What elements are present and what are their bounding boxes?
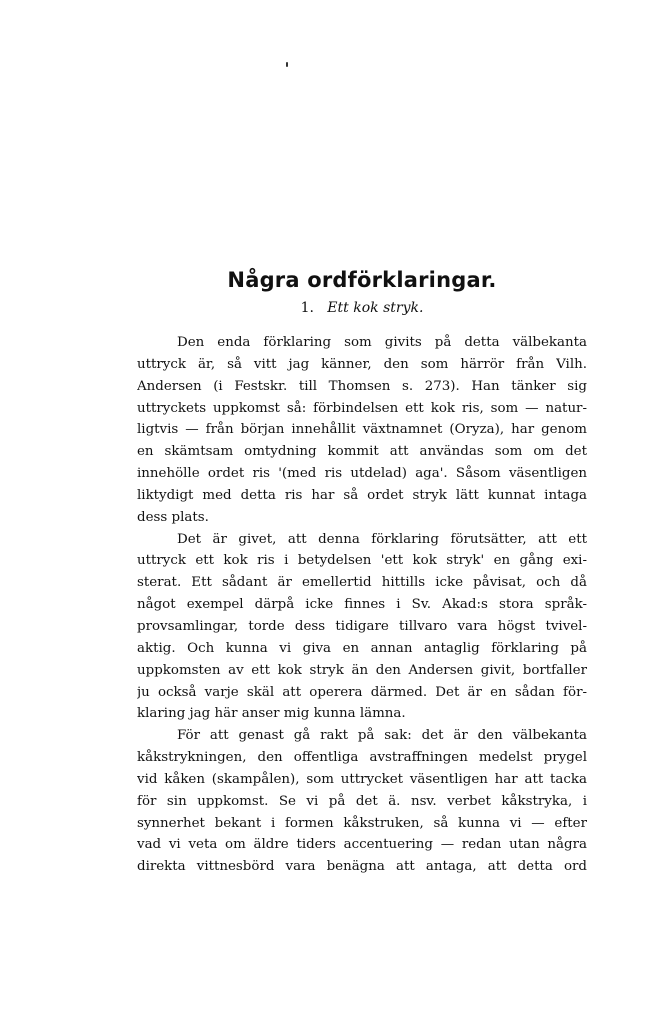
text-line: vid kåken (skampålen), som uttrycket väsentligen har att tacka — [137, 771, 587, 787]
text-line: en skämtsam omtydning kommit att användas som om det — [137, 444, 587, 460]
text-line: liktydigt med detta ris har så ordet stryk lätt kunnat intaga — [137, 487, 587, 503]
text-line: ju också varje skäl att operera därmed. Det är en sådan för- — [137, 684, 587, 700]
section-number: 1. — [300, 300, 314, 316]
body-text — [137, 332, 587, 878]
text-line: något exempel därpå icke finnes i Sv. Akad:s stora språk- — [137, 597, 587, 613]
text-line: uttryck ett kok ris i betydelsen 'ett kok stryk' en gång exi- — [137, 553, 587, 569]
text-line: dess plats. — [137, 509, 209, 525]
text-line: Andersen (i Festskr. till Thomsen s. 273). Han tänker sig — [137, 378, 587, 394]
text-line: för sin uppkomst. Se vi på det ä. nsv. verbet kåkstryka, i — [137, 793, 587, 809]
text-line: synnerhet bekant i formen kåkstruken, så kunna vi — efter — [137, 815, 587, 831]
text-line: klaring jag här anser mig kunna lämna. — [137, 706, 406, 722]
print-speck — [286, 62, 288, 67]
text-line: Den enda förklaring som givits på detta välbekanta — [177, 335, 587, 350]
section-heading — [137, 300, 587, 316]
text-line: innehölle ordet ris '(med ris utdelad) aga'. Såsom väsentligen — [137, 466, 587, 482]
text-line: kåkstrykningen, den offentliga avstraffningen medelst prygel — [137, 750, 587, 766]
section-title: Ett kok stryk. — [327, 300, 424, 316]
text-line: aktig. Och kunna vi giva en annan antaglig förklaring på — [137, 640, 587, 656]
text-line: uttryck är, så vitt jag känner, den som härrör från Vilh. — [137, 356, 587, 372]
text-line: Det är givet, att denna förklaring förutsätter, att ett — [177, 531, 587, 547]
text-line: provsamlingar, torde dess tidigare tillvaro vara högst tvivel- — [137, 618, 587, 634]
text-line: direkta vittnesbörd vara benägna att antaga, att detta ord — [137, 859, 587, 875]
text-line: sterat. Ett sådant är emellertid hittills icke påvisat, och då — [137, 575, 587, 591]
text-line: ligtvis — från början innehållit växtnamnet (Oryza), har genom — [137, 422, 587, 438]
text-line: uppkomsten av ett kok stryk än den Andersen givit, bortfaller — [137, 662, 587, 678]
text-line: uttryckets uppkomst så: förbindelsen ett kok ris, som — natur- — [137, 400, 587, 416]
text-line: För att genast gå rakt på sak: det är den välbekanta — [177, 728, 587, 744]
text-line: vad vi veta om äldre tiders accentuering — redan utan några — [137, 837, 587, 853]
article-title: Några ordförklaringar. — [227, 268, 497, 292]
